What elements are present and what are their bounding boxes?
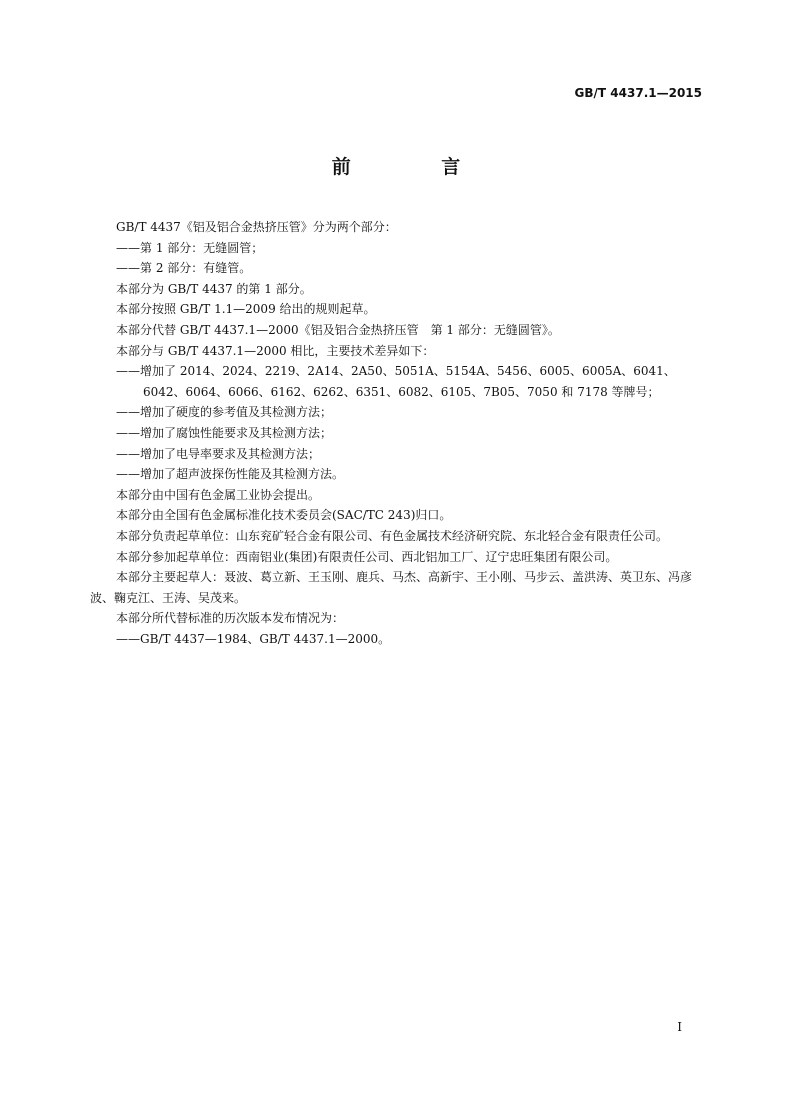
list-item: ——增加了腐蚀性能要求及其检测方法； (116, 425, 333, 440)
list-item: ——增加了 2014、2024、2219、2A14、2A50、5051A、5154A、5456、6005、6005A、6041、6042、6064、6066、6162、6262、6351、6082、6105、7B05、7050 和 7178 等牌号； (116, 364, 676, 399)
page-title: 前 言 (331, 156, 503, 178)
paragraph: 本部分负责起草单位：山东兖矿轻合金有限公司、有色金属技术经济研究院、东北轻合金有限责任公司。 (116, 528, 669, 543)
foreword-body (90, 217, 704, 649)
list-item: ——增加了超声波探伤性能及其检测方法。 (116, 467, 345, 482)
paragraph: 本部分参加起草单位：西南铝业(集团)有限责任公司、西北铝加工厂、辽宁忠旺集团有限公司。 (116, 549, 618, 564)
page-number: I (677, 1020, 682, 1034)
list-item: ——增加了电导率要求及其检测方法； (116, 446, 321, 461)
list-item: ——第 2 部分：有缝管。 (116, 261, 252, 276)
list-item: ——增加了硬度的参考值及其检测方法； (116, 405, 333, 420)
paragraph: 本部分与 GB/T 4437.1—2000 相比，主要技术差异如下： (116, 343, 435, 358)
paragraph: 本部分为 GB/T 4437 的第 1 部分。 (116, 281, 312, 296)
paragraph: 本部分由全国有色金属标准化技术委员会(SAC/TC 243)归口。 (116, 508, 452, 523)
paragraph: 本部分按照 GB/T 1.1—2009 给出的规则起草。 (116, 302, 376, 317)
list-item: ——GB/T 4437—1984、GB/T 4437.1—2000。 (116, 631, 391, 646)
list-item: ——第 1 部分：无缝圆管； (116, 240, 264, 255)
paragraph: 本部分代替 GB/T 4437.1—2000《铝及铝合金热挤压管 第 1 部分：无缝圆管》。 (116, 322, 560, 337)
paragraph: 本部分由中国有色金属工业协会提出。 (116, 487, 321, 502)
standard-code-header: GB/T 4437.1—2015 (574, 86, 702, 100)
paragraph: GB/T 4437《铝及铝合金热挤压管》分为两个部分： (116, 220, 397, 234)
paragraph: 本部分主要起草人：聂波、葛立新、王玉刚、鹿兵、马杰、高新宇、王小刚、马步云、盖洪涛、英卫东、冯彦波、鞠克江、王涛、吴茂来。 (90, 570, 693, 605)
paragraph: 本部分所代替标准的历次版本发布情况为： (116, 611, 345, 626)
